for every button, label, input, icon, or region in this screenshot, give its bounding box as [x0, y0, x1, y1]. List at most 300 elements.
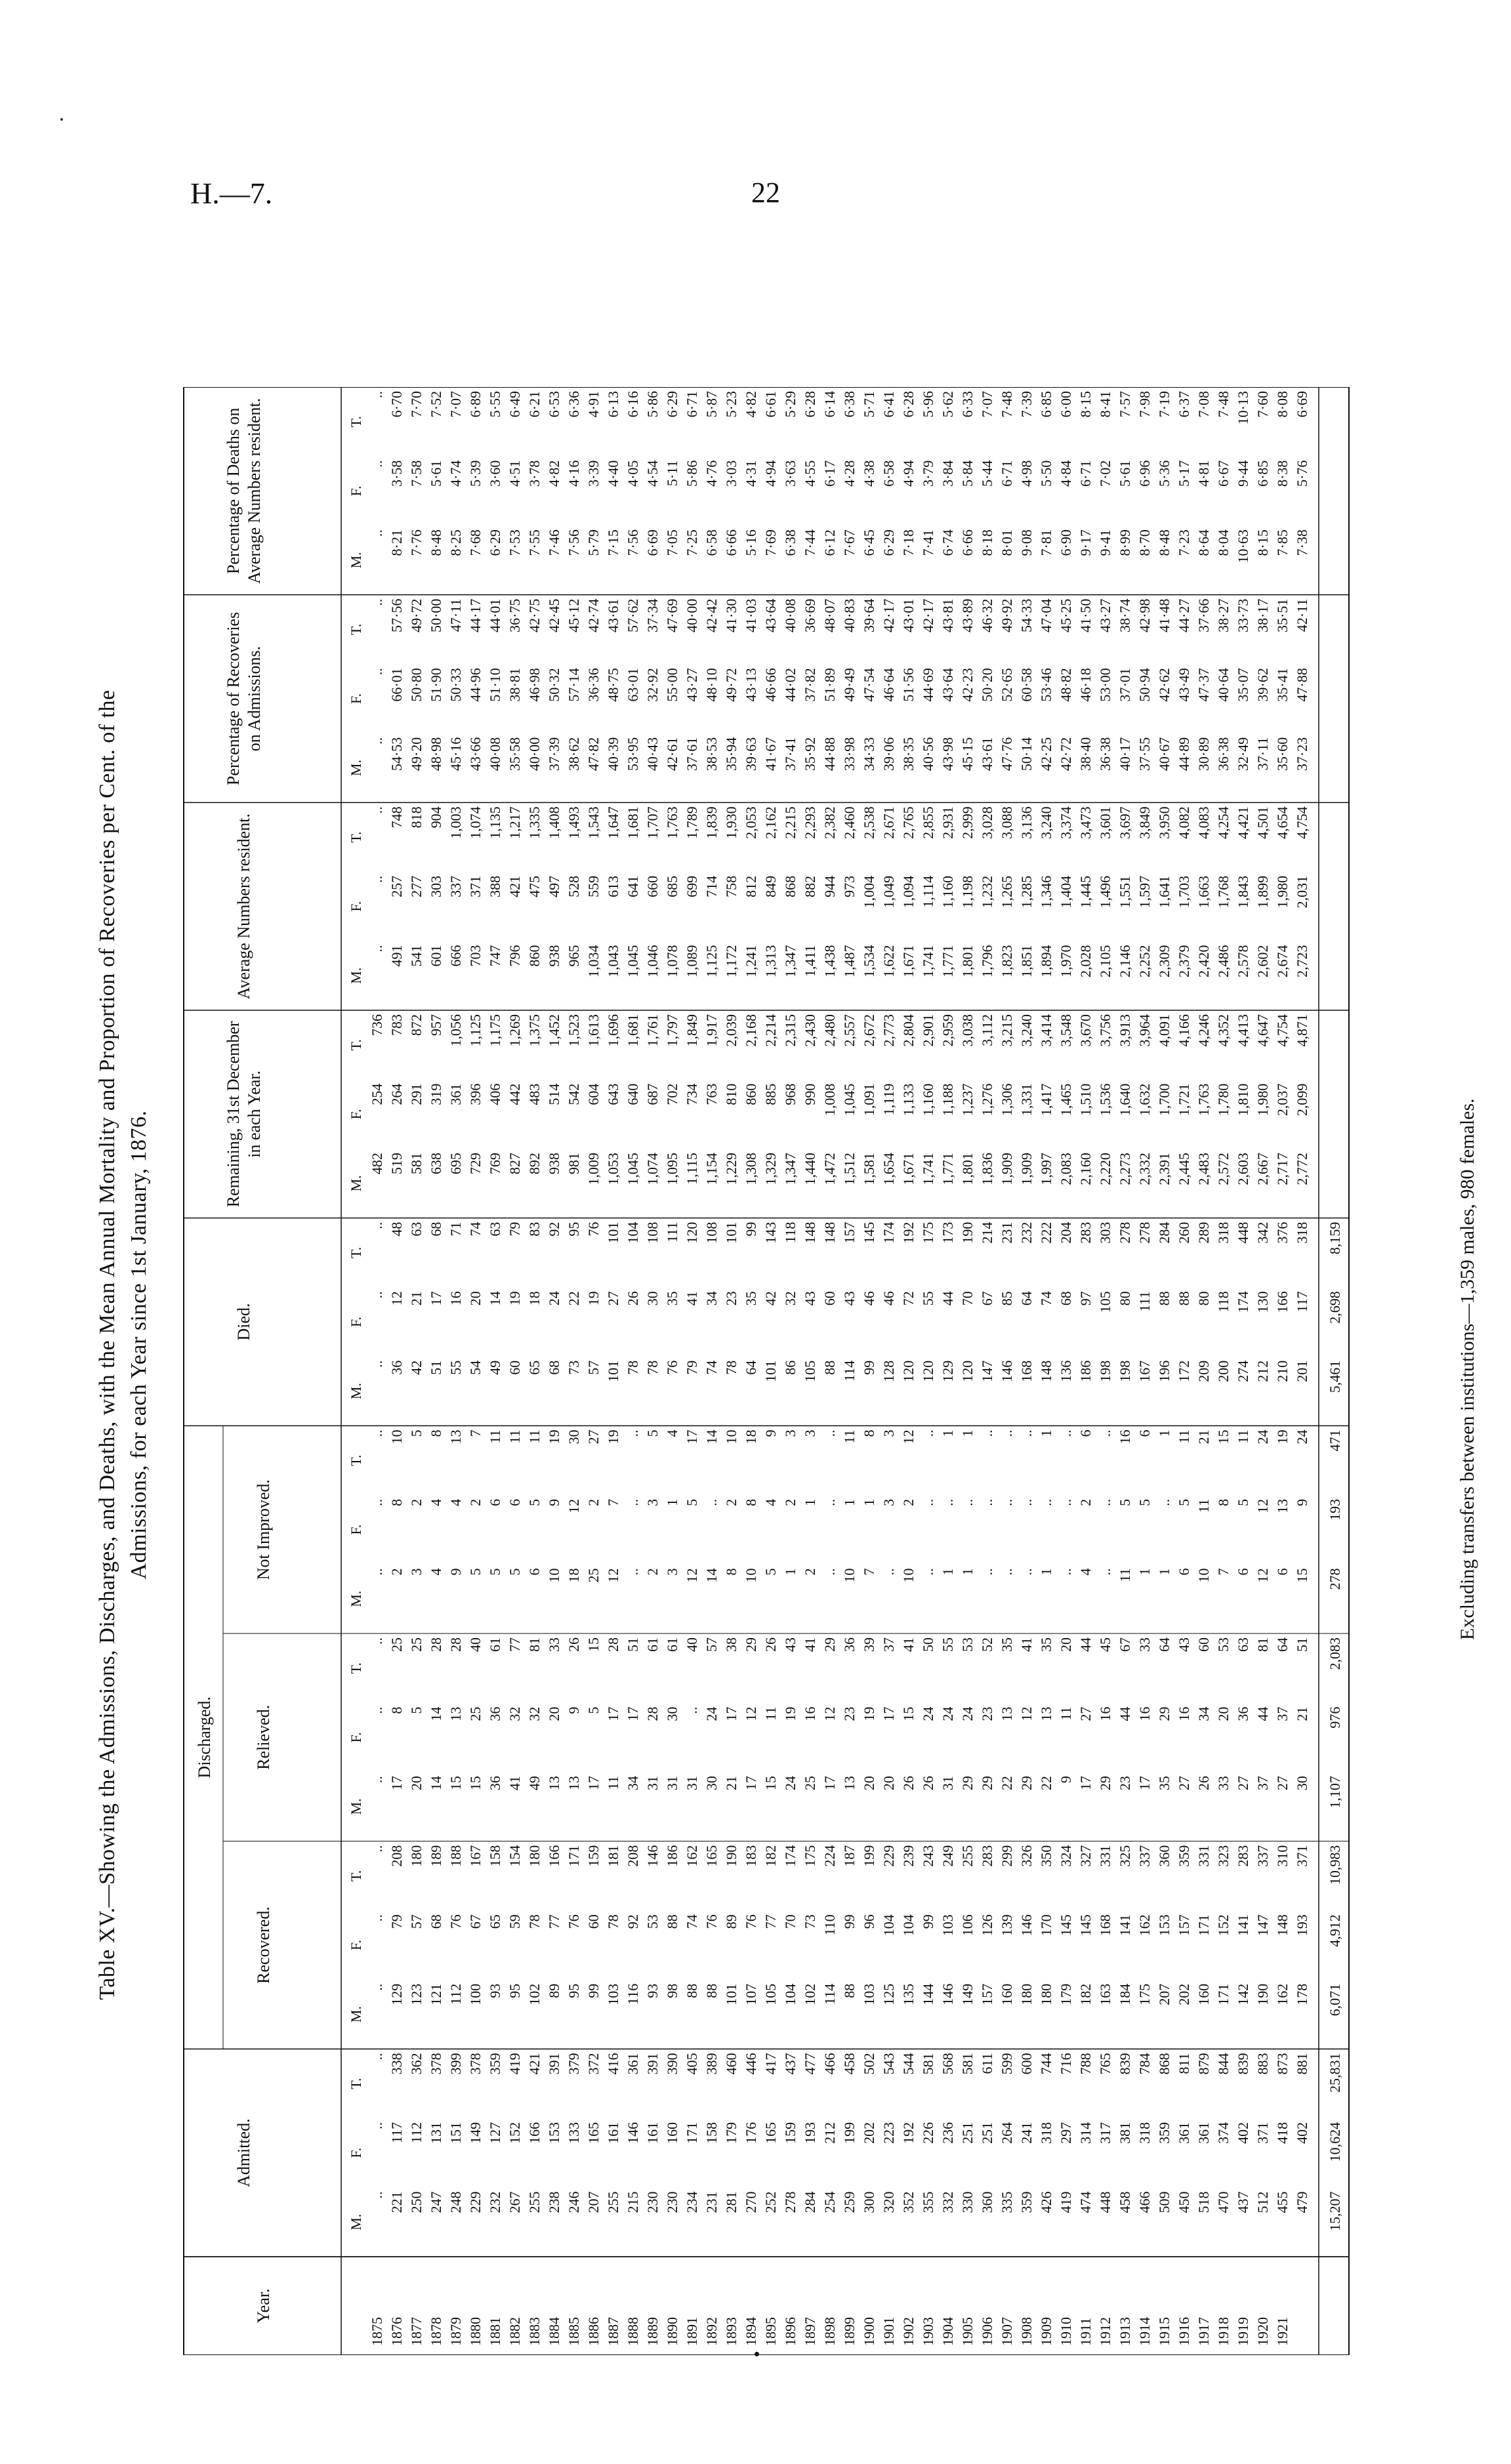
table-cell: 3	[802, 1429, 818, 1437]
table-cell: 226	[920, 2122, 936, 2144]
total-cell: 2,083	[1327, 1637, 1343, 1670]
table-cell: ..	[369, 598, 385, 606]
table-cell: 352	[900, 2191, 917, 2213]
table-cell: 458	[841, 2053, 858, 2075]
table-cell: 4·40	[605, 460, 621, 487]
table-cell: 49	[526, 1776, 543, 1791]
table-cell: 1	[1038, 1568, 1054, 1576]
table-cell: 695	[447, 1153, 464, 1175]
year-cell: 1889	[644, 2317, 661, 2346]
table-cell: 2,855	[920, 806, 936, 839]
table-cell: 15	[900, 1706, 917, 1721]
table-cell: 209	[1195, 1360, 1212, 1382]
table-cell: 64	[1156, 1637, 1172, 1652]
table-cell: 25	[408, 1637, 424, 1652]
table-cell: 477	[802, 2053, 818, 2075]
table-cell: 1	[841, 1498, 858, 1506]
table-cell: 687	[644, 1083, 661, 1105]
table-cell: 769	[487, 1153, 503, 1175]
table-cell: 3·78	[526, 460, 543, 487]
table-cell: ..	[625, 1568, 641, 1576]
table-cell: 37	[880, 1637, 897, 1652]
table-cell: 1,849	[684, 1014, 700, 1047]
table-cell: 3,028	[979, 806, 995, 839]
table-cell: 159	[585, 1845, 602, 1867]
table-cell: ..	[369, 1914, 385, 1922]
table-cell: 6	[1235, 1568, 1251, 1576]
table-cell: 2,215	[782, 806, 798, 839]
table-cell: 53	[644, 1914, 661, 1929]
table-cell: 6·85	[1254, 460, 1271, 487]
table-cell: 192	[900, 2122, 917, 2144]
table-cell: 5·86	[684, 460, 700, 487]
table-cell: 67	[467, 1914, 484, 1929]
table-cell: 189	[428, 1845, 444, 1867]
table-cell: 93	[644, 1983, 661, 1998]
column-subheader: T.	[348, 416, 364, 428]
table-cell: 192	[900, 1222, 917, 1244]
year-cell: 1907	[999, 2317, 1015, 2346]
table-cell: 146	[1018, 1914, 1035, 1937]
table-cell: 1,135	[487, 806, 503, 839]
table-cell: 7·68	[467, 529, 484, 556]
table-cell: 53·00	[1097, 668, 1113, 702]
table-cell: 4,352	[1215, 1014, 1232, 1047]
table-cell: 6·41	[880, 391, 897, 418]
table-cell: 60	[507, 1360, 523, 1375]
table-cell: ..	[979, 1498, 995, 1506]
table-cell: 1,043	[605, 945, 621, 977]
table-cell: 42·61	[664, 737, 680, 771]
table-cell: 51	[1294, 1637, 1310, 1652]
table-cell: 1,335	[526, 806, 543, 839]
table-cell: 1,761	[644, 1014, 661, 1047]
table-cell: 95	[566, 1222, 582, 1237]
table-cell: 359	[1176, 1845, 1192, 1867]
table-cell: 264	[999, 2122, 1015, 2144]
table-cell: 421	[526, 2053, 543, 2075]
table-cell: 437	[1235, 2191, 1251, 2213]
table-cell: 42·23	[959, 668, 976, 702]
table-cell: 3,038	[959, 1014, 976, 1047]
table-cell: 130	[1254, 1291, 1271, 1313]
table-cell: 40	[684, 1637, 700, 1652]
table-cell: 6	[1136, 1429, 1153, 1437]
table-cell: 559	[585, 875, 602, 897]
table-cell: 323	[1215, 1845, 1232, 1867]
table-cell: 1,493	[566, 806, 582, 839]
table-cell: 283	[1235, 1845, 1251, 1867]
table-cell: 17	[585, 1776, 602, 1791]
table-cell: 126	[979, 1914, 995, 1937]
table-cell: 7·57	[1117, 391, 1133, 418]
table-cell: 229	[467, 2191, 484, 2213]
table-cell: 46	[880, 1291, 897, 1306]
table-cell: 13	[841, 1776, 858, 1791]
table-cell: 57	[408, 1914, 424, 1929]
column-subheader: F.	[348, 693, 364, 704]
table-cell: 881	[1294, 2053, 1310, 2075]
table-cell: 1,836	[979, 1153, 995, 1185]
table-cell: 88	[664, 1914, 680, 1929]
year-cell: 1892	[703, 2317, 720, 2346]
table-cell: 604	[585, 1083, 602, 1105]
table-cell: 88	[841, 1983, 858, 1998]
table-cell: 42	[762, 1291, 779, 1306]
table-cell: 544	[900, 2053, 917, 2075]
table-cell: 2,804	[900, 1014, 917, 1047]
table-cell: 381	[1117, 2122, 1133, 2144]
table-cell: 1,671	[900, 1153, 917, 1185]
table-cell: 31	[940, 1776, 956, 1791]
table-cell: 167	[467, 1845, 484, 1867]
table-cell: 12	[684, 1568, 700, 1583]
table-cell: ..	[920, 1498, 936, 1506]
column-subheader: T.	[348, 1870, 364, 1882]
table-cell: 47·76	[999, 737, 1015, 771]
table-cell: 7·60	[1254, 391, 1271, 418]
table-cell: 11	[1195, 1498, 1212, 1513]
table-cell: ..	[369, 1498, 385, 1506]
table-cell: 318	[1038, 2122, 1054, 2144]
column-subheader: F.	[348, 2147, 364, 2158]
table-cell: 1	[1156, 1429, 1172, 1437]
table-cell: 35·94	[723, 737, 739, 771]
table-cell: 7·25	[684, 529, 700, 556]
table-cell: 2,309	[1156, 945, 1172, 977]
table-cell: 47·11	[447, 598, 464, 632]
table-cell: 157	[979, 1983, 995, 2005]
table-cell: 21	[723, 1776, 739, 1791]
table-cell: 181	[605, 1845, 621, 1867]
table-cell: 43	[802, 1291, 818, 1306]
table-cell: 371	[1294, 1845, 1310, 1867]
table-cell: 61	[644, 1637, 661, 1652]
table-cell: 196	[1156, 1360, 1172, 1382]
year-cell: 1895	[762, 2317, 779, 2346]
table-cell: 236	[940, 2122, 956, 2144]
table-cell: ..	[1156, 1498, 1172, 1506]
year-cell: 1884	[546, 2317, 562, 2346]
table-cell: 788	[1077, 2053, 1094, 2075]
table-cell: 37	[1254, 1776, 1271, 1791]
table-cell: 1,408	[546, 806, 562, 839]
table-cell: 64	[1274, 1637, 1291, 1652]
table-cell: 337	[1254, 1845, 1271, 1867]
table-cell: 43·64	[762, 598, 779, 632]
group-header-remaining: in each Year.	[245, 1070, 264, 1158]
table-cell: 3,374	[1058, 806, 1074, 839]
table-cell: 1,115	[684, 1153, 700, 1185]
table-cell: 796	[507, 945, 523, 967]
table-cell: 1,671	[900, 945, 917, 977]
table-cell: 2,486	[1215, 945, 1232, 977]
table-cell: 171	[1215, 1983, 1232, 2005]
year-cell: 1901	[880, 2317, 897, 2346]
table-cell: 81	[1254, 1637, 1271, 1652]
table-cell: 50·14	[1018, 737, 1035, 771]
table-cell: 24	[920, 1706, 936, 1721]
table-cell: 17	[743, 1776, 759, 1791]
table-cell: 76	[566, 1914, 582, 1929]
table-cell: 1,801	[959, 1153, 976, 1185]
total-cell: 6,071	[1327, 1983, 1343, 2017]
table-cell: 1,741	[920, 1153, 936, 1185]
table-cell: 5·87	[703, 391, 720, 418]
table-cell: 183	[743, 1845, 759, 1867]
table-cell: ..	[369, 2053, 385, 2061]
table-cell: 944	[821, 875, 838, 897]
table-cell: 165	[703, 1845, 720, 1867]
table-cell: 29	[1097, 1776, 1113, 1791]
table-cell: 2	[900, 1498, 917, 1506]
table-cell: 204	[1058, 1222, 1074, 1244]
table-cell: 29	[743, 1637, 759, 1652]
table-cell: 54·53	[388, 737, 405, 771]
table-cell: 4,083	[1195, 806, 1212, 839]
table-cell: 47·82	[585, 737, 602, 771]
table-cell: 180	[408, 1845, 424, 1867]
table-cell: 2,379	[1176, 945, 1192, 977]
column-subheader: T.	[348, 1246, 364, 1259]
table-cell: 4,871	[1294, 1014, 1310, 1047]
table-cell: 49	[487, 1360, 503, 1375]
table-cell: 4	[428, 1568, 444, 1576]
table-cell: 36·38	[1215, 737, 1232, 771]
table-cell: 1,329	[762, 1153, 779, 1185]
table-cell: 883	[1254, 2053, 1271, 2075]
table-cell: 2,999	[959, 806, 976, 839]
table-cell: 23	[723, 1291, 739, 1306]
table-cell: 238	[546, 2191, 562, 2213]
table-cell: 7·02	[1097, 460, 1113, 487]
table-cell: 42·17	[880, 598, 897, 632]
table-cell: 8·38	[1274, 460, 1291, 487]
table-cell: 15	[762, 1776, 779, 1791]
rotated-page-content	[79, 262, 1511, 2427]
table-cell: 259	[841, 2191, 858, 2213]
table-cell: 38·17	[1254, 598, 1271, 632]
table-cell: 6·33	[959, 391, 976, 418]
table-cell: 42·74	[585, 598, 602, 632]
table-cell: 391	[644, 2053, 661, 2075]
table-cell: 260	[1176, 1222, 1192, 1244]
table-cell: 255	[605, 2191, 621, 2213]
table-cell: 108	[644, 1222, 661, 1244]
table-cell: 1,543	[585, 806, 602, 839]
table-cell: 5·55	[487, 391, 503, 418]
table-cell: 6·38	[782, 529, 798, 556]
table-cell: 1,703	[1176, 875, 1192, 909]
table-cell: 1,641	[1156, 875, 1172, 909]
table-cell: 15	[447, 1776, 464, 1791]
table-cell: 42·42	[703, 598, 720, 632]
table-cell: 320	[880, 2191, 897, 2213]
table-cell: 3,240	[1018, 1014, 1035, 1047]
table-cell: 57·62	[625, 598, 641, 632]
table-cell: 41	[1018, 1637, 1035, 1652]
table-cell: 5·16	[743, 529, 759, 556]
table-cell: 36	[487, 1706, 503, 1721]
table-cell: ..	[940, 1498, 956, 1506]
table-cell: 41	[802, 1637, 818, 1652]
table-cell: 129	[388, 1983, 405, 2005]
table-cell: 98	[664, 1983, 680, 1998]
table-cell: 3,950	[1156, 806, 1172, 839]
table-cell: 10	[1195, 1568, 1212, 1583]
table-cell: 335	[999, 2191, 1015, 2213]
table-cell: 77	[762, 1914, 779, 1929]
table-cell: 166	[526, 2122, 543, 2144]
table-cell: 7	[861, 1568, 877, 1576]
table-cell: 198	[1097, 1360, 1113, 1382]
table-cell: 232	[1018, 1222, 1035, 1244]
table-cell: 190	[1254, 1983, 1271, 2005]
table-cell: 284	[1156, 1222, 1172, 1244]
table-cell: 37·55	[1136, 737, 1153, 771]
table-cell: 378	[428, 2053, 444, 2075]
table-cell: 17	[625, 1706, 641, 1721]
year-cell: 1880	[467, 2317, 484, 2346]
table-cell: 418	[1274, 2122, 1291, 2144]
table-cell: ..	[369, 529, 385, 537]
table-cell: 446	[743, 2053, 759, 2075]
table-cell: 3,215	[999, 1014, 1015, 1047]
table-cell: 1,536	[1097, 1083, 1113, 1117]
table-cell: 1	[802, 1498, 818, 1506]
table-cell: 1,909	[1018, 1153, 1035, 1185]
table-cell: 74	[1038, 1291, 1054, 1306]
year-cell: 1882	[507, 2317, 523, 2346]
table-cell: 17	[723, 1706, 739, 1721]
table-cell: 33	[1136, 1637, 1153, 1652]
table-cell: 5	[1117, 1498, 1133, 1506]
table-cell: 1,534	[861, 945, 877, 977]
table-cell: 7·76	[408, 529, 424, 556]
table-cell: ..	[684, 1706, 700, 1714]
year-cell: 1898	[821, 2317, 838, 2346]
table-cell: 17	[388, 1776, 405, 1791]
table-cell: 2,773	[880, 1014, 897, 1047]
table-cell: 1,003	[447, 806, 464, 839]
table-cell: 873	[1274, 2053, 1291, 2075]
table-cell: 1,276	[979, 1083, 995, 1117]
column-subheader: M.	[348, 1383, 364, 1400]
table-cell: ..	[369, 1360, 385, 1368]
table-cell: 1,265	[999, 875, 1015, 909]
table-cell: 458	[1117, 2191, 1133, 2213]
table-cell: 448	[1235, 1222, 1251, 1244]
table-cell: 11	[487, 1429, 503, 1444]
table-cell: 4·91	[585, 391, 602, 418]
table-cell: 5	[507, 1568, 523, 1576]
table-cell: 14	[487, 1291, 503, 1306]
table-cell: 1	[940, 1429, 956, 1437]
table-cell: 399	[447, 2053, 464, 2075]
table-cell: 148	[802, 1222, 818, 1244]
table-cell: 4·84	[1058, 460, 1074, 487]
table-cell: 284	[802, 2191, 818, 2213]
table-cell: 1,823	[999, 945, 1015, 977]
table-cell: 76	[585, 1222, 602, 1237]
table-cell: 23	[1117, 1776, 1133, 1791]
table-cell: 39·06	[880, 737, 897, 771]
table-cell: 827	[507, 1153, 523, 1175]
table-cell: 1,056	[447, 1014, 464, 1047]
table-cell: 175	[920, 1222, 936, 1244]
year-cell: 1896	[782, 2317, 798, 2346]
table-cell: 44·96	[467, 668, 484, 702]
table-cell: 148	[1274, 1914, 1291, 1937]
year-cell: 1909	[1038, 2317, 1054, 2346]
table-cell: 405	[684, 2053, 700, 2075]
table-cell: 7	[605, 1498, 621, 1506]
year-cell: 1918	[1215, 2317, 1232, 2346]
table-cell: 882	[802, 875, 818, 897]
table-cell: 20	[546, 1706, 562, 1721]
table-cell: 283	[979, 1845, 995, 1867]
table-cell: 332	[940, 2191, 956, 2213]
group-header-died: Died.	[234, 1303, 253, 1341]
table-cell: 371	[467, 875, 484, 897]
table-cell: 174	[880, 1222, 897, 1244]
table-cell: 40·08	[487, 737, 503, 771]
table-cell: 162	[1136, 1914, 1153, 1937]
table-cell: 182	[762, 1845, 779, 1867]
table-cell: 20	[467, 1291, 484, 1306]
table-cell: 89	[723, 1914, 739, 1929]
table-cell: 6·00	[1058, 391, 1074, 418]
table-cell: 8	[1215, 1498, 1232, 1506]
table-cell: 7·08	[1195, 391, 1212, 418]
table-cell: 5	[1176, 1498, 1192, 1506]
table-cell: 2,480	[821, 1014, 838, 1047]
table-cell: 31	[644, 1776, 661, 1791]
table-cell: 52	[979, 1637, 995, 1652]
table-cell: 202	[1176, 1983, 1192, 2005]
table-cell: 230	[644, 2191, 661, 2213]
table-cell: 73	[566, 1360, 582, 1375]
table-cell: 36·38	[1097, 737, 1113, 771]
table-cell: 35·41	[1274, 668, 1291, 702]
table-cell: 170	[1038, 1914, 1054, 1937]
table-cell: 1,347	[782, 945, 798, 977]
table-cell: 12	[1254, 1498, 1271, 1513]
table-cell: 5·62	[940, 391, 956, 418]
year-cell: 1914	[1136, 2317, 1153, 2346]
table-cell: 48	[388, 1222, 405, 1237]
year-cell: 1877	[408, 2317, 424, 2346]
table-cell: 42·75	[526, 598, 543, 632]
table-cell: 6·66	[723, 529, 739, 556]
table-cell: 51·90	[428, 668, 444, 702]
table-cell: 36	[1235, 1706, 1251, 1721]
table-cell: 12	[388, 1291, 405, 1306]
table-cell: 6·67	[1215, 460, 1232, 487]
table-cell: 35	[1038, 1637, 1054, 1652]
table-cell: 330	[959, 2191, 976, 2213]
table-cell: 2	[723, 1498, 739, 1506]
group-header-remaining: Remaining, 31st December	[224, 1021, 243, 1208]
table-cell: 396	[467, 1083, 484, 1105]
table-cell: 360	[1156, 1845, 1172, 1867]
table-cell: 1,438	[821, 945, 838, 977]
table-cell: 1	[1038, 1429, 1054, 1437]
table-cell: 6	[526, 1568, 543, 1576]
table-cell: 327	[1077, 1845, 1094, 1867]
table-cell: 2,667	[1254, 1153, 1271, 1185]
table-cell: 1,622	[880, 945, 897, 977]
